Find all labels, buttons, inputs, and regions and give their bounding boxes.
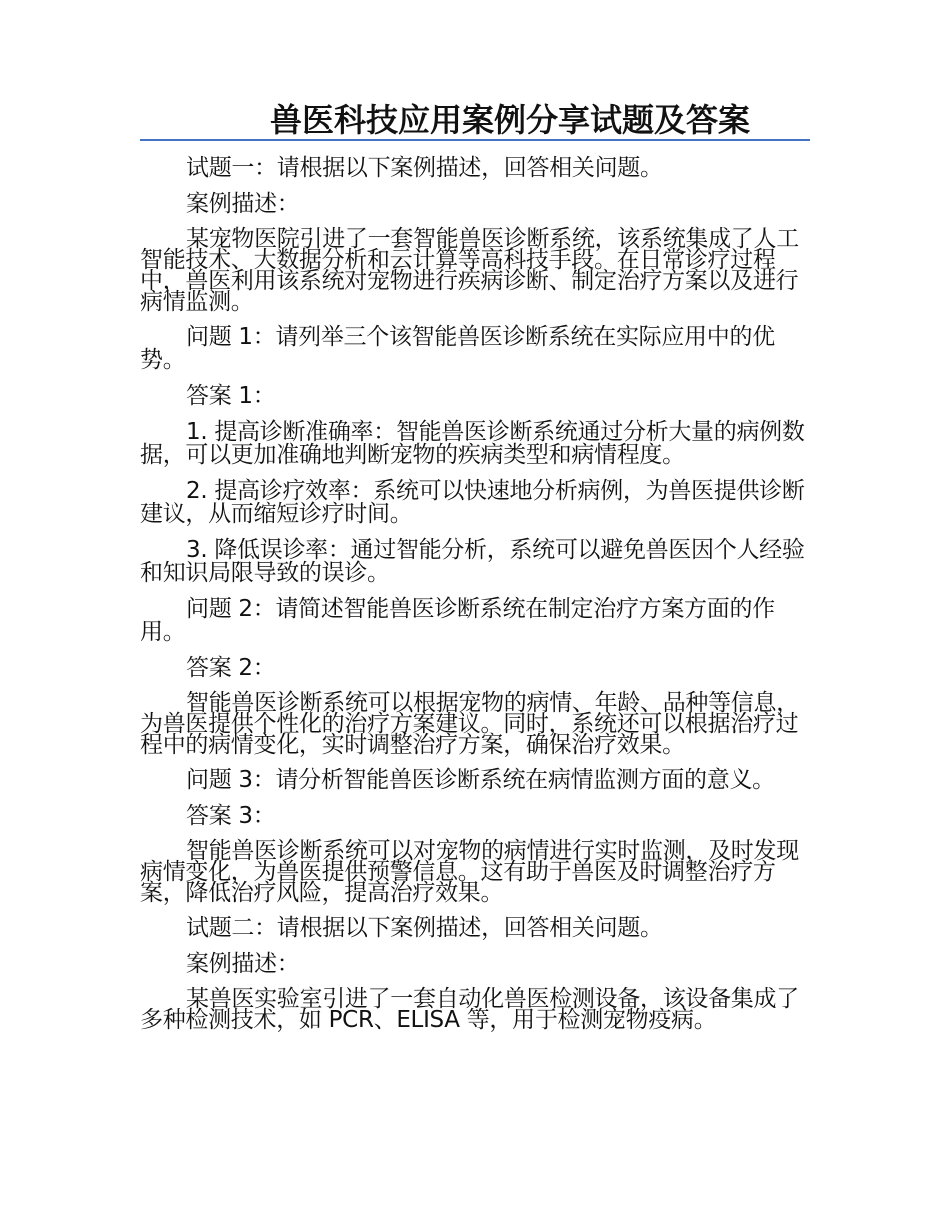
paragraph-case-label-2: 案例描述： — [186, 951, 300, 977]
paragraph-answer-3: 智能兽医诊断系统可以对宠物的病情进行实时监测，及时发现病情变化，为兽医提供预警信息。这有助于兽医及时调整治疗方案，降低治疗风险，提高治疗效果。 — [140, 838, 799, 906]
paragraph-answer-2: 智能兽医诊断系统可以根据宠物的病情、年龄、品种等信息，为兽医提供个性化的治疗方案建议。同时，系统还可以根据治疗过程中的病情变化，实时调整治疗方案，确保治疗效果。 — [140, 690, 799, 758]
paragraph-answer-1-label: 答案 1： — [186, 383, 276, 409]
paragraph-answer-1-item-2: 2. 提高诊疗效率：系统可以快速地分析病例，为兽医提供诊断建议，从而缩短诊疗时间。 — [140, 478, 805, 527]
title-underline — [140, 139, 810, 141]
paragraph-question-2-intro: 试题二：请根据以下案例描述，回答相关问题。 — [186, 915, 663, 941]
paragraph-answer-2-label: 答案 2： — [186, 655, 276, 681]
paragraph-answer-3-label: 答案 3： — [186, 803, 276, 829]
paragraph-question-1: 问题 1：请列举三个该智能兽医诊断系统在实际应用中的优势。 — [140, 324, 775, 373]
paragraph-case-label-1: 案例描述： — [186, 191, 300, 217]
document-body — [140, 157, 810, 1044]
paragraph-question-3: 问题 3：请分析智能兽医诊断系统在病情监测方面的意义。 — [186, 767, 775, 793]
paragraph-answer-1-item-1: 1. 提高诊断准确率：智能兽医诊断系统通过分析大量的病例数据，可以更加准确地判断宠物的疾病类型和病情程度。 — [140, 419, 805, 468]
paragraph-case-description-2: 某兽医实验室引进了一套自动化兽医检测设备，该设备集成了多种检测技术，如 PCR、ELISA 等，用于检测宠物疫病。 — [140, 986, 799, 1033]
paragraph-question-2: 问题 2：请简述智能兽医诊断系统在制定治疗方案方面的作用。 — [140, 596, 775, 645]
paragraph-case-description-1: 某宠物医院引进了一套智能兽医诊断系统，该系统集成了人工智能技术、大数据分析和云计算等高科技手段。在日常诊疗过程中，兽医利用该系统对宠物进行疾病诊断、制定治疗方案以及进行病情监测。 — [140, 226, 799, 315]
paragraph-answer-1-item-3: 3. 降低误诊率：通过智能分析，系统可以避免兽医因个人经验和知识局限导致的误诊。 — [140, 537, 805, 586]
document-title: 兽医科技应用案例分享试题及答案 — [269, 101, 750, 139]
paragraph-question-1-intro: 试题一：请根据以下案例描述，回答相关问题。 — [186, 155, 663, 181]
